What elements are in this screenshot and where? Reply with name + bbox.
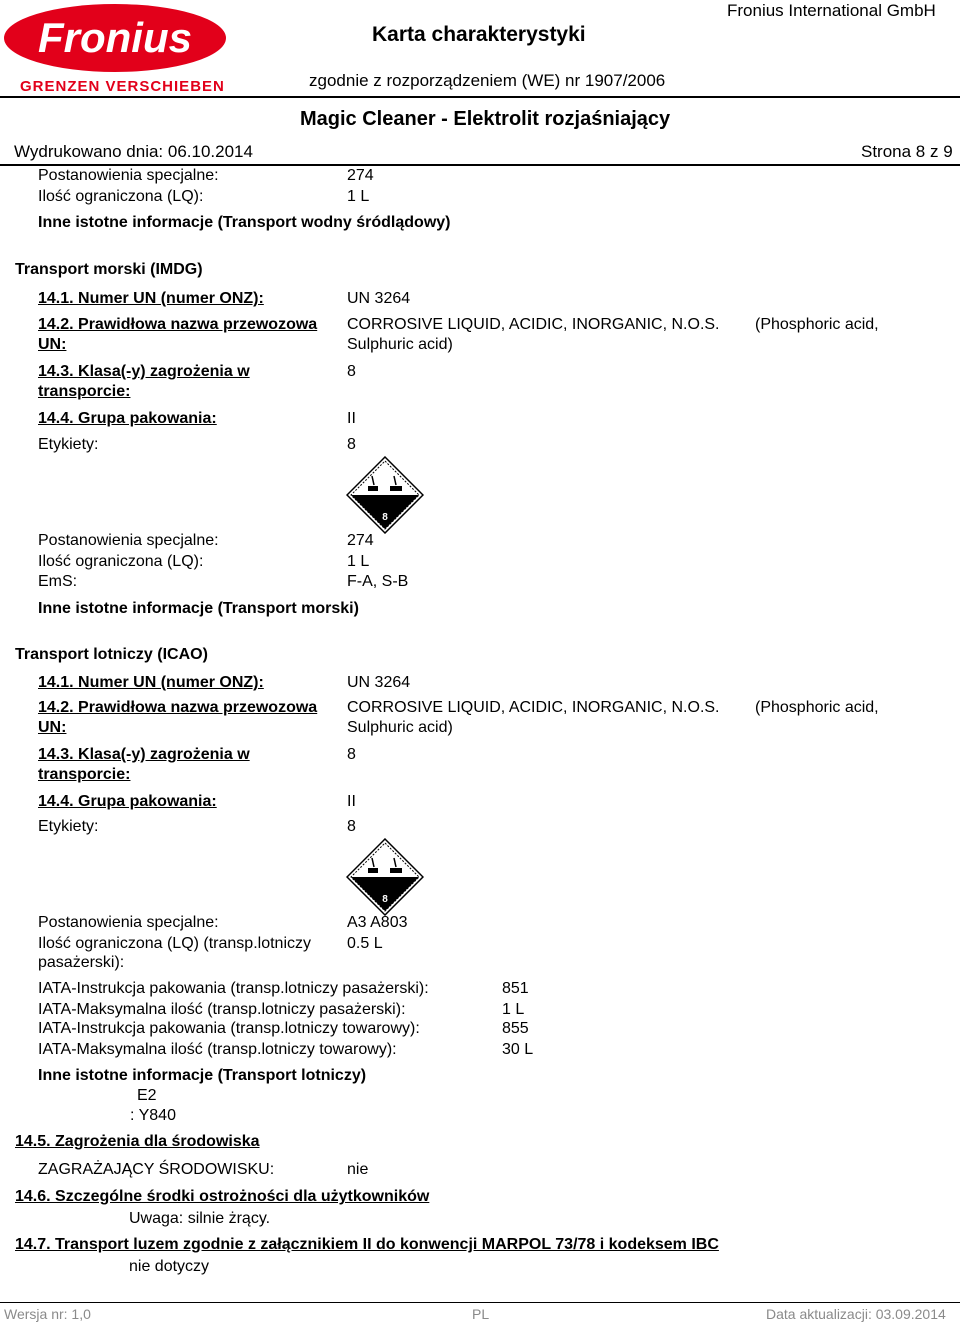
header-rule-bottom (0, 164, 960, 166)
env-hazard-label: ZAGRAŻAJĄCY ŚRODOWISKU: (38, 1161, 275, 1178)
corrosive-pictogram-icao (346, 838, 424, 916)
icao-group-label: 14.4. Grupa pakowania: (38, 793, 217, 810)
user-precautions-text: Uwaga: silnie żrący. (129, 1210, 271, 1227)
icao-class-label-1: 14.3. Klasa(-y) zagrożenia w (38, 746, 250, 763)
pictogram-class-number: 8 (382, 512, 388, 523)
iata-row-value: 1 L (502, 1001, 525, 1018)
imdg-class-label-2: transporcie: (38, 383, 131, 400)
imdg-labels-value: 8 (347, 436, 356, 453)
icao-lq-label-2: pasażerski): (38, 954, 125, 971)
product-name: Magic Cleaner - Elektrolit rozjaśniający (300, 108, 671, 130)
top-lq-label: Ilość ograniczona (LQ): (38, 188, 204, 205)
icao-un-value: UN 3264 (347, 674, 411, 691)
imdg-class-value: 8 (347, 363, 356, 380)
icao-other-line-1: E2 (137, 1087, 157, 1104)
icao-name-label-1: 14.2. Prawidłowa nazwa przewozowa (38, 699, 318, 716)
header-rule-top (0, 96, 960, 98)
logo-wordmark: Fronius (38, 14, 192, 61)
icao-lq-value: 0.5 L (347, 935, 383, 952)
imdg-un-value: UN 3264 (347, 290, 411, 307)
footer-updated: Data aktualizacji: 03.09.2014 (766, 1306, 946, 1322)
icao-labels-label: Etykiety: (38, 818, 99, 835)
top-special-value: 274 (347, 167, 374, 184)
company-name: Fronius International GmbH (727, 1, 936, 20)
regulation-text: zgodnie z rozporządzeniem (WE) nr 1907/2006 (309, 71, 666, 90)
imdg-group-value: II (347, 410, 356, 427)
imdg-name-value-extra: (Phosphoric acid, (755, 316, 879, 333)
imdg-special-label: Postanowienia specjalne: (38, 532, 219, 549)
logo-tagline: GRENZEN VERSCHIEBEN (20, 78, 225, 95)
icao-other-line-2: : Y840 (130, 1107, 176, 1124)
section-14-6-title: 14.6. Szczególne środki ostrożności dla użytkowników (15, 1188, 430, 1205)
icao-labels-value: 8 (347, 818, 356, 835)
imdg-name-label-1: 14.2. Prawidłowa nazwa przewozowa (38, 316, 318, 333)
footer-language: PL (472, 1306, 490, 1322)
document-title: Karta charakterystyki (372, 23, 586, 46)
top-special-label: Postanowienia specjalne: (38, 167, 219, 184)
icao-group-value: II (347, 793, 356, 810)
iata-row-label: IATA-Maksymalna ilość (transp.lotniczy pasażerski): (38, 1001, 406, 1018)
imdg-name-label-2: UN: (38, 336, 67, 353)
pictogram-class-number: 8 (382, 894, 388, 905)
imdg-title: Transport morski (IMDG) (15, 261, 203, 278)
iata-row-label: IATA-Instrukcja pakowania (transp.lotniczy pasażerski): (38, 980, 429, 997)
icao-lq-label-1: Ilość ograniczona (LQ) (transp.lotniczy (38, 935, 311, 952)
icao-special-value: A3 A803 (347, 914, 408, 931)
corrosive-diamond-icon (346, 838, 424, 916)
iata-row (38, 1041, 558, 1061)
imdg-other-info: Inne istotne informacje (Transport morski) (38, 600, 359, 617)
imdg-un-label: 14.1. Numer UN (numer ONZ): (38, 290, 264, 307)
iata-row (38, 980, 558, 1000)
section-14-7-title: 14.7. Transport luzem zgodnie z załącznikiem II do konwencji MARPOL 73/78 i kodeksem IBC (15, 1236, 719, 1253)
top-other-info: Inne istotne informacje (Transport wodny śródlądowy) (38, 214, 451, 231)
iata-row-value: 855 (502, 1020, 529, 1037)
imdg-class-label-1: 14.3. Klasa(-y) zagrożenia w (38, 363, 250, 380)
section-14-5-title: 14.5. Zagrożenia dla środowiska (15, 1133, 260, 1150)
corrosive-pictogram-imdg (346, 456, 424, 534)
imdg-name-value-2: Sulphuric acid) (347, 336, 453, 353)
icao-other-info: Inne istotne informacje (Transport lotniczy) (38, 1067, 367, 1084)
imdg-ems-value: F-A, S-B (347, 573, 409, 590)
env-hazard-value: nie (347, 1161, 369, 1178)
icao-class-value: 8 (347, 746, 356, 763)
icao-title: Transport lotniczy (ICAO) (15, 646, 208, 663)
iata-row-label: IATA-Maksymalna ilość (transp.lotniczy towarowy): (38, 1041, 397, 1058)
icao-name-value-1: CORROSIVE LIQUID, ACIDIC, INORGANIC, N.O.S. (347, 699, 720, 716)
page-number: Strona 8 z 9 (861, 142, 953, 161)
bulk-transport-text: nie dotyczy (129, 1258, 210, 1275)
footer-rule (0, 1302, 960, 1303)
imdg-name-value-1: CORROSIVE LIQUID, ACIDIC, INORGANIC, N.O.S. (347, 316, 720, 333)
print-date: Wydrukowano dnia: 06.10.2014 (14, 142, 253, 161)
iata-row-label: IATA-Instrukcja pakowania (transp.lotniczy towarowy): (38, 1020, 420, 1037)
iata-row-value: 30 L (502, 1041, 534, 1058)
icao-special-label: Postanowienia specjalne: (38, 914, 219, 931)
iata-row (38, 1020, 558, 1040)
imdg-special-value: 274 (347, 532, 374, 549)
iata-row (38, 1001, 558, 1021)
icao-class-label-2: transporcie: (38, 766, 131, 783)
icao-name-value-extra: (Phosphoric acid, (755, 699, 879, 716)
imdg-lq-value: 1 L (347, 553, 370, 570)
imdg-ems-label: EmS: (38, 573, 78, 590)
corrosive-diamond-icon (346, 456, 424, 534)
icao-name-value-2: Sulphuric acid) (347, 719, 453, 736)
footer-version: Wersja nr: 1,0 (4, 1306, 91, 1322)
imdg-lq-label: Ilość ograniczona (LQ): (38, 553, 204, 570)
icao-name-label-2: UN: (38, 719, 67, 736)
imdg-labels-label: Etykiety: (38, 436, 99, 453)
iata-row-value: 851 (502, 980, 529, 997)
top-lq-value: 1 L (347, 188, 370, 205)
icao-un-label: 14.1. Numer UN (numer ONZ): (38, 674, 264, 691)
imdg-group-label: 14.4. Grupa pakowania: (38, 410, 217, 427)
